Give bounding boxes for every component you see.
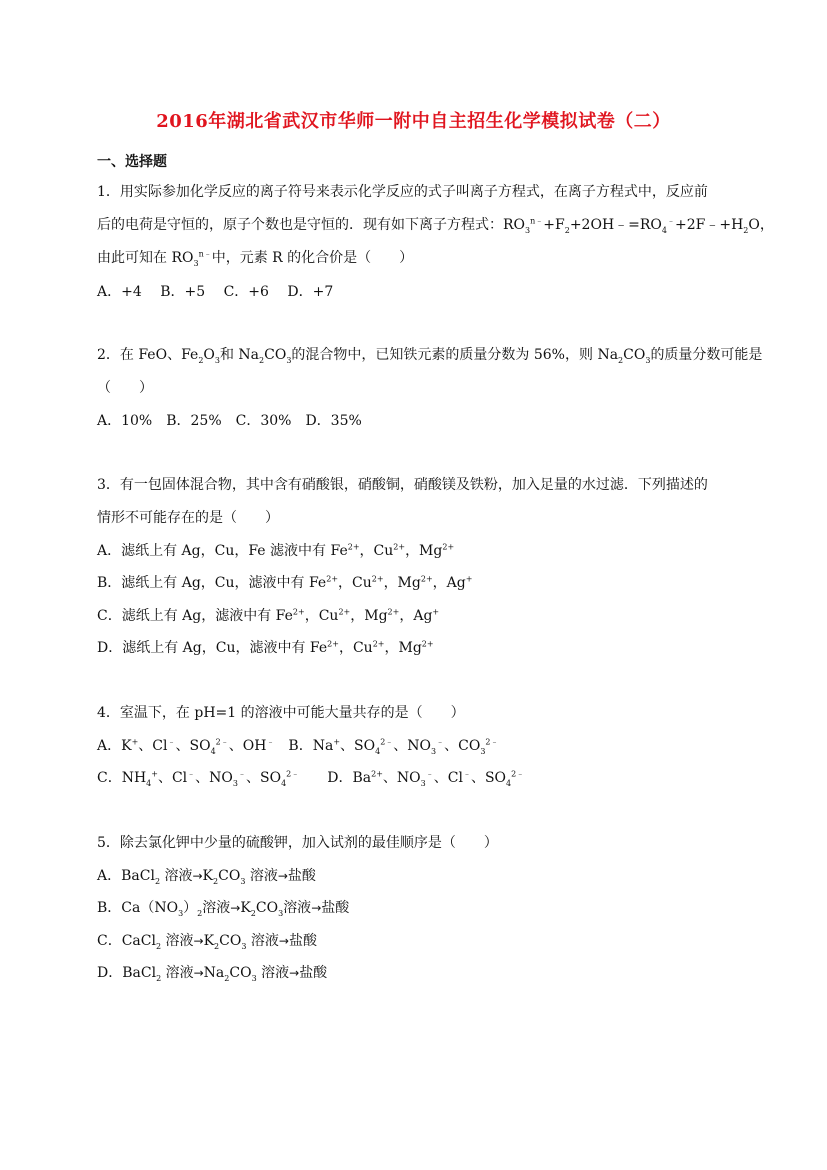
q5-option-b: B．$Ca(NO_3)_2$溶液$\to K_2CO_3$溶液→盐酸: [97, 900, 350, 918]
arrow-icon: →: [277, 869, 288, 883]
q3-line-1: 3．有一包固体混合物，其中含有硝酸银，硝酸铜，硝酸镁及铁粉，加入足量的水过滤．下列描述的: [97, 477, 708, 493]
q3-option-a: A．滤纸上有 Ag，Cu，Fe 滤液中有 $Fe^{2+}$，$Cu^{2+}$，$Mg^{2+}$: [97, 542, 455, 559]
q4-options-cd: C．$NH_4^+$、Cl﹣、$NO_3^﹣$、$SO_4^{2﹣}$ D．$Ba^{2+}$、$NO_3^﹣$、Cl﹣、$SO_4^{2﹣}$: [97, 769, 525, 788]
q3-option-c: C．滤纸上有 Ag，滤液中有 $Fe^{2+}$，$Cu^{2+}$，$Mg^{2+}$，Ag+: [97, 607, 440, 624]
q2-options: A．10% B．25% C．30% D．35%: [97, 413, 362, 429]
arrow-icon: →: [193, 966, 204, 980]
q4-line-1: 4．室温下，在 pH=1 的溶液中可能大量共存的是（ ）: [97, 705, 465, 721]
arrow-icon: →: [289, 966, 300, 980]
q2-line-1: 2．在 FeO、$Fe_2O_3$和 $Na_2CO_3$的混合物中，已知铁元素的质量分数为 56%，则 $Na_2CO_3$的质量分数可能是: [97, 347, 763, 365]
q3-option-b: B．滤纸上有 Ag，Cu，滤液中有 $Fe^{2+}$，$Cu^{2+}$，$Mg^{2+}$，Ag+: [97, 574, 473, 591]
q5-line-1: 5．除去氯化钾中少量的硫酸钾，加入试剂的最佳顺序是（ ）: [97, 835, 498, 851]
q5-option-a: A．BaCl$_2$ 溶液$\to K_2CO_3$ 溶液→盐酸: [97, 868, 316, 886]
section-heading: 一、选择题: [97, 154, 167, 170]
q1-line-1: 1．用实际参加化学反应的离子符号来表示化学反应的式子叫离子方程式，在离子方程式中，反应前: [97, 184, 708, 200]
q3-option-d: D．滤纸上有 Ag，Cu，滤液中有 $Fe^{2+}$，$Cu^{2+}$，$Mg^{2+}$: [97, 639, 434, 656]
q3-line-2: 情形不可能存在的是（ ）: [97, 510, 279, 526]
q5-option-d: D．BaCl$_2$ 溶液$\to Na_2CO_3$ 溶液→盐酸: [97, 965, 328, 983]
q4-options-ab: A．K+、Cl﹣、$SO_4^{2﹣}$、OH﹣ B．Na+、$SO_4^{2﹣}$、$NO_3^﹣$、$CO_3^{2﹣}$: [97, 737, 499, 756]
arrow-icon: →: [278, 934, 289, 948]
arrow-icon: →: [311, 901, 322, 915]
q5-option-c: C．CaCl$_2$ 溶液$\to K_2CO_3$ 溶液→盐酸: [97, 933, 317, 951]
exam-title: 2016年湖北省武汉市华师一附中自主招生化学模拟试卷（二）: [156, 111, 671, 132]
q1-options: A．+4 B．+5 C．+6 D．+7: [97, 284, 334, 300]
q1-line-2: 后的电荷是守恒的，原子个数也是守恒的．现有如下离子方程式：$RO_3^{n﹣}+F_2+2OH﹣=RO_4^﹣+2F﹣+H_2O$，: [97, 216, 774, 235]
arrow-icon: →: [192, 869, 203, 883]
q1-line-3: 由此可知在 $RO_3^{n﹣}$中，元素 R 的化合价是（ ）: [97, 249, 414, 268]
arrow-icon: →: [230, 901, 241, 915]
q2-line-2: （ ）: [97, 380, 153, 396]
arrow-icon: →: [193, 934, 204, 948]
